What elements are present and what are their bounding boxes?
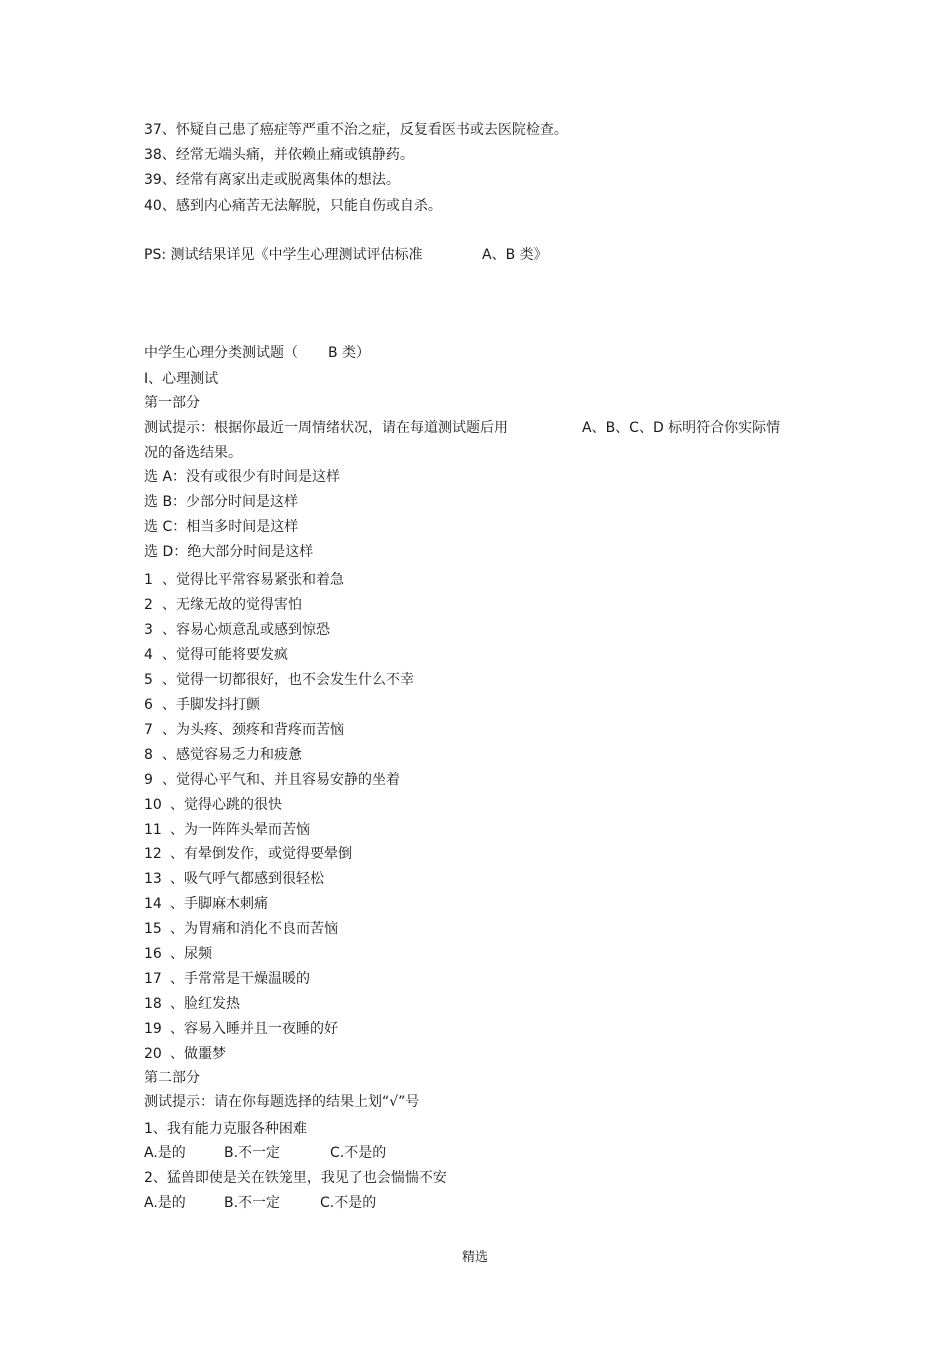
question-text: 、容易心烦意乱或感到惊恐 xyxy=(162,622,330,638)
choice-b: B.不一定 xyxy=(224,1145,281,1161)
question-text: 、为一阵阵头晕而苦恼 xyxy=(170,822,310,838)
question-text: 、有晕倒发作，或觉得要晕倒 xyxy=(170,846,352,862)
footer-label: 精选 xyxy=(461,1250,488,1265)
choice-c: C.不是的 xyxy=(330,1145,387,1161)
question-number: 2 xyxy=(144,597,153,613)
question-text: 、手常常是干燥温暖的 xyxy=(170,971,310,987)
question-text: 、觉得心平气和、并且容易安静的坐着 xyxy=(162,772,400,788)
part2-question-1: 1、我有能力克服各种困难 xyxy=(144,1121,307,1137)
question-number: 5 xyxy=(144,672,153,688)
question-text: 、感觉容易乏力和疲惫 xyxy=(162,747,302,763)
ps-note-right: A、B 类》 xyxy=(482,247,548,263)
item-40: 40、感到内心痛苦无法解脱，只能自伤或自杀。 xyxy=(144,198,442,214)
question-number: 10 xyxy=(144,797,162,813)
heading-psych-test: I、心理测试 xyxy=(144,371,219,387)
part-one-heading: 第一部分 xyxy=(144,395,200,411)
choice-a: A.是的 xyxy=(144,1195,186,1211)
question-number: 15 xyxy=(144,921,162,937)
question-text: 、吸气呼气都感到很轻松 xyxy=(170,871,324,887)
question-text: 、觉得一切都很好，也不会发生什么不幸 xyxy=(162,672,414,688)
part-two-heading: 第二部分 xyxy=(144,1070,200,1086)
question-number: 14 xyxy=(144,896,162,912)
hint-two: 测试提示：请在你每题选择的结果上划“√”号 xyxy=(144,1094,420,1110)
question-number: 20 xyxy=(144,1046,162,1062)
item-39: 39、经常有离家出走或脱离集体的想法。 xyxy=(144,172,400,188)
question-number: 19 xyxy=(144,1021,162,1037)
choice-c: C.不是的 xyxy=(320,1195,377,1211)
question-number: 3 xyxy=(144,622,153,638)
option-a: 选 A：没有或很少有时间是这样 xyxy=(144,469,341,485)
question-text: 、做噩梦 xyxy=(170,1046,226,1062)
section-title-left: 中学生心理分类测试题（ xyxy=(144,345,298,361)
question-text: 、觉得比平常容易紧张和着急 xyxy=(162,572,344,588)
question-text: 、无缘无故的觉得害怕 xyxy=(162,597,302,613)
question-text: 、尿频 xyxy=(170,946,212,962)
option-c: 选 C：相当多时间是这样 xyxy=(144,519,299,535)
question-text: 、为胃痛和消化不良而苦恼 xyxy=(170,921,338,937)
choice-a: A.是的 xyxy=(144,1145,186,1161)
section-title-right: B 类） xyxy=(328,345,371,361)
hint-one-left: 测试提示：根据你最近一周情绪状况，请在每道测试题后用 xyxy=(144,420,508,436)
question-text: 、觉得可能将要发疯 xyxy=(162,647,288,663)
question-text: 、觉得心跳的很快 xyxy=(170,797,282,813)
question-number: 4 xyxy=(144,647,153,663)
ps-note xyxy=(144,245,548,305)
hint-one-continued: 况的备选结果。 xyxy=(144,445,242,461)
question-number: 16 xyxy=(144,946,162,962)
question-number: 7 xyxy=(144,722,153,738)
question-text: 、脸红发热 xyxy=(170,996,240,1012)
part2-question-2: 2、猛兽即使是关在铁笼里，我见了也会惴惴不安 xyxy=(144,1170,447,1186)
question-text: 、容易入睡并且一夜睡的好 xyxy=(170,1021,338,1037)
question-text: 、手脚发抖打颤 xyxy=(162,697,260,713)
option-d: 选 D：绝大部分时间是这样 xyxy=(144,544,314,560)
item-38: 38、经常无端头痛，并依赖止痛或镇静药。 xyxy=(144,147,414,163)
question-number: 12 xyxy=(144,846,162,862)
question-text: 、为头疼、颈疼和背疼而苦恼 xyxy=(162,722,344,738)
question-number: 1 xyxy=(144,572,153,588)
option-b: 选 B：少部分时间是这样 xyxy=(144,494,299,510)
hint-one-right: A、B、C、D 标明符合你实际情 xyxy=(582,420,781,436)
question-text: 、手脚麻木刺痛 xyxy=(170,896,268,912)
choice-b: B.不一定 xyxy=(224,1195,281,1211)
ps-note-left: PS: 测试结果详见《中学生心理测试评估标准 xyxy=(144,247,423,263)
question-number: 9 xyxy=(144,772,153,788)
question-number: 8 xyxy=(144,747,153,763)
question-number: 13 xyxy=(144,871,162,887)
question-number: 11 xyxy=(144,822,162,838)
item-37: 37、怀疑自己患了癌症等严重不治之症，反复看医书或去医院检查。 xyxy=(144,122,568,138)
question-number: 18 xyxy=(144,996,162,1012)
question-number: 17 xyxy=(144,971,162,987)
question-number: 6 xyxy=(144,697,153,713)
